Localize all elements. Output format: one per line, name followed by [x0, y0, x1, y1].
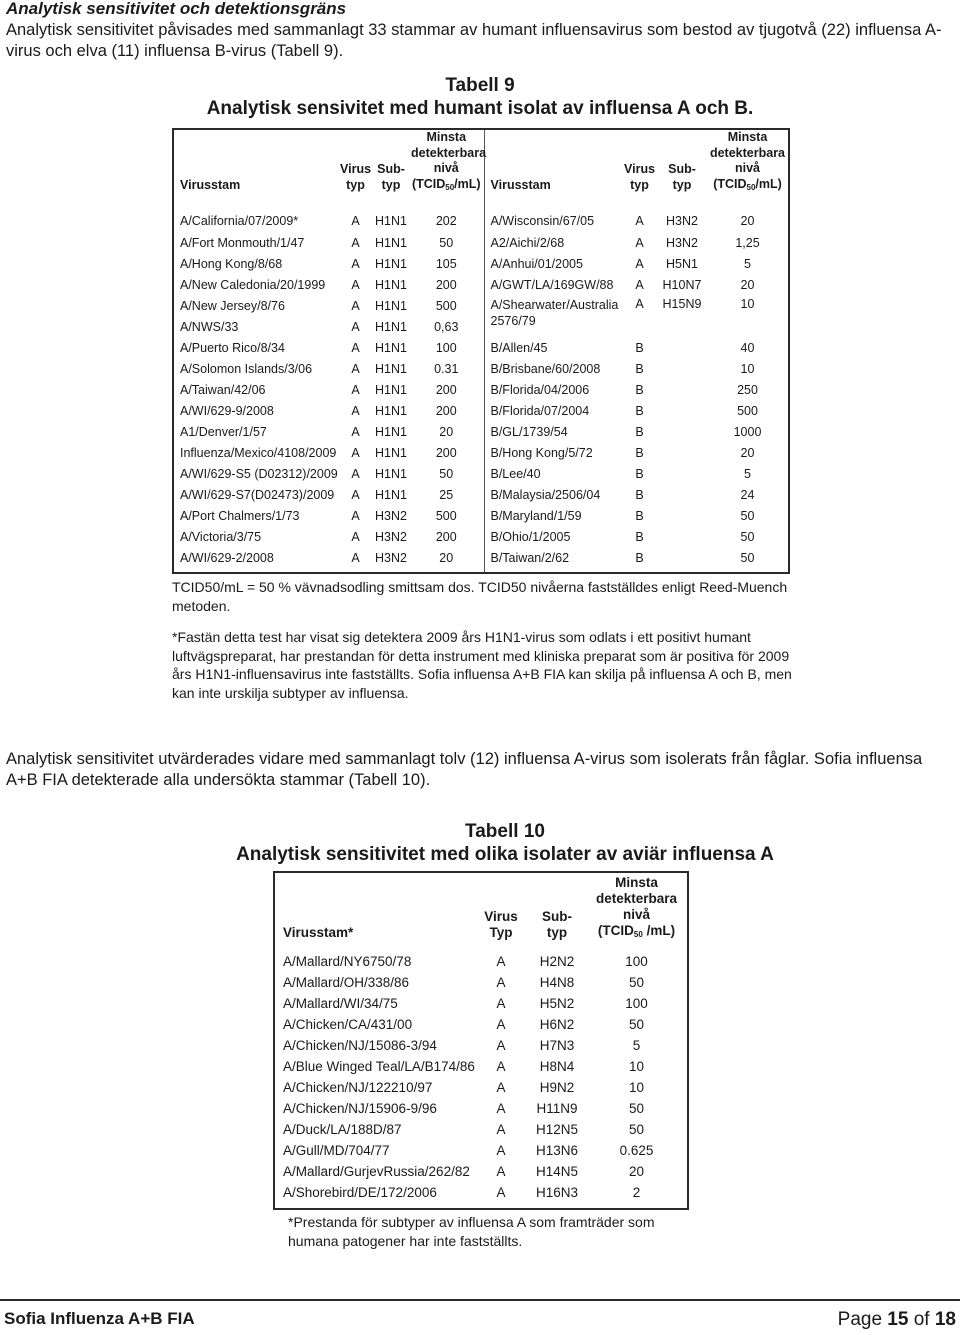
table-row — [173, 484, 789, 505]
virus-type-cell: A — [496, 996, 506, 1011]
intro-paragraph: Analytisk sensitivitet påvisades med sammanlagt 33 stammar av humant influensavirus som bestod av tjugotvå (22) influensa A-virus och elva (11) influensa B-virus (Tabell 9). — [6, 21, 942, 60]
level-cell: 2 — [632, 1185, 641, 1200]
subtype-cell: H11N9 — [536, 1101, 578, 1116]
level-cell: 20 — [439, 550, 454, 565]
table-row — [173, 232, 789, 253]
subtype-cell — [657, 463, 707, 484]
strain-cell: B/Brisbane/60/2008 — [484, 358, 622, 379]
table-row — [274, 1077, 688, 1098]
table9-caption-number: Tabell 9 — [445, 75, 515, 96]
virus-type-cell: A — [496, 1122, 506, 1137]
subtype-cell — [657, 484, 707, 505]
table9-header-row — [173, 129, 789, 198]
level-cell: 24 — [740, 487, 755, 502]
level-cell: 1000 — [733, 424, 762, 439]
virus-type-cell: B — [635, 445, 644, 460]
strain-cell: A/Hong Kong/8/68 — [180, 256, 283, 271]
level-cell: 50 — [628, 1101, 645, 1116]
subtype-cell: H1N1 — [375, 445, 407, 460]
strain-cell: A/Mallard/GurjevRussia/262/82 — [283, 1164, 470, 1179]
level-cell: 100 — [435, 340, 457, 355]
virus-type-cell: B — [635, 361, 644, 376]
virus-type-cell: B — [635, 382, 644, 397]
subtype-cell: H3N2 — [375, 550, 407, 565]
strain-cell: B/GL/1739/54 — [484, 421, 622, 442]
subtype-cell: H5N2 — [539, 996, 575, 1011]
level-cell: 10 — [740, 297, 755, 311]
table-row — [173, 505, 789, 526]
level-cell: 1,25 — [735, 235, 760, 250]
strain-cell: A/Chicken/NJ/15906-9/96 — [283, 1101, 437, 1116]
table-row — [274, 1098, 688, 1119]
strain-cell: A/Mallard/NY6750/78 — [283, 954, 412, 969]
strain-cell: Influenza/Mexico/4108/2009 — [180, 445, 337, 460]
header-strain: Virusstam* — [283, 925, 354, 940]
virus-type-cell: A — [496, 1143, 506, 1158]
level-cell: 200 — [435, 445, 457, 460]
virus-type-cell: A — [351, 298, 360, 313]
level-cell: 200 — [435, 277, 457, 292]
table-row — [274, 1140, 688, 1161]
strain-cell: B/Malaysia/2506/04 — [484, 484, 622, 505]
strain-cell: B/Maryland/1/59 — [484, 505, 622, 526]
strain-cell: A/WI/629-S5 (D02312)/2009 — [180, 466, 338, 481]
subtype-cell: H5N1 — [666, 256, 698, 271]
level-cell: 0.31 — [434, 361, 459, 376]
strain-cell: A/New Caledonia/20/1999 — [180, 277, 326, 292]
strain-cell: A/Puerto Rico/8/34 — [180, 340, 285, 355]
subtype-cell: H1N1 — [375, 214, 407, 228]
virus-type-cell: A — [351, 403, 360, 418]
footer-rule — [0, 1299, 960, 1301]
table-row — [274, 1119, 688, 1140]
strain-cell: B/Lee/40 — [484, 463, 622, 484]
subtype-cell: H1N1 — [375, 403, 407, 418]
table10-footnote: *Prestanda för subtyper av influensa A som framträder som humana patogener har inte fastställts. — [288, 1214, 655, 1249]
virus-type-cell: A — [496, 1038, 506, 1053]
virus-type-cell: A — [351, 235, 360, 250]
level-cell: 50 — [628, 1122, 645, 1137]
subtype-cell — [657, 421, 707, 442]
subtype-cell: H1N1 — [375, 298, 407, 313]
virus-type-cell: B — [635, 487, 644, 502]
subtype-cell: H3N2 — [375, 529, 407, 544]
page-indicator: Page 15 of 18 — [837, 1309, 956, 1330]
virus-type-cell: A — [351, 508, 360, 523]
strain-cell: B/Allen/45 — [484, 337, 622, 358]
subtype-cell: H1N1 — [375, 487, 407, 502]
level-cell: 25 — [439, 487, 454, 502]
virus-type-cell: A — [351, 382, 360, 397]
level-cell: 100 — [625, 954, 648, 969]
subtype-cell: H15N9 — [662, 297, 702, 311]
section-title: Analytisk sensitivitet och detektionsgräns — [6, 0, 347, 18]
virus-type-cell: B — [635, 424, 644, 439]
table10-caption-title: Analytisk sensitivitet med olika isolater av aviär influensa A — [236, 844, 774, 865]
strain-cell: A/NWS/33 — [180, 319, 239, 334]
table-row — [173, 379, 789, 400]
virus-type-cell: A — [635, 297, 644, 311]
table-row — [274, 1161, 688, 1182]
virus-type-cell: A — [635, 256, 644, 271]
virus-type-cell: B — [635, 529, 644, 544]
subtype-cell: H1N1 — [375, 382, 407, 397]
level-cell: 100 — [625, 996, 648, 1011]
subtype-cell: H1N1 — [375, 256, 407, 271]
virus-type-cell: B — [635, 508, 644, 523]
virus-type-cell: A — [351, 277, 360, 292]
level-cell: 500 — [737, 403, 758, 418]
table-row — [173, 358, 789, 379]
level-cell: 0.625 — [619, 1143, 654, 1158]
header-virus-type-2: Virus typ — [624, 162, 656, 192]
table-row — [173, 442, 789, 463]
virus-type-cell: A — [496, 1017, 506, 1032]
subtype-cell: H8N4 — [539, 1059, 575, 1074]
strain-cell: B/Hong Kong/5/72 — [484, 442, 622, 463]
level-cell: 105 — [435, 256, 457, 271]
level-cell: 50 — [439, 235, 454, 250]
virus-type-cell: A — [351, 319, 360, 334]
virus-type-cell: A — [351, 445, 360, 460]
table-row — [173, 198, 789, 232]
level-cell: 50 — [439, 466, 454, 481]
virus-type-cell: A — [351, 214, 360, 228]
current-page: 15 — [887, 1309, 909, 1330]
strain-cell: A/Shorebird/DE/172/2006 — [283, 1185, 437, 1200]
strain-cell: A/Taiwan/42/06 — [180, 382, 266, 397]
subtype-cell: H2N2 — [539, 954, 575, 969]
virus-type-cell: A — [351, 340, 360, 355]
table-row — [173, 421, 789, 442]
subtype-cell: H16N3 — [535, 1185, 579, 1200]
level-cell: 10 — [628, 1059, 645, 1074]
virus-type-cell: B — [635, 340, 644, 355]
virus-type-cell: A — [635, 214, 644, 228]
subtype-cell: H1N1 — [375, 340, 407, 355]
virus-type-cell: A — [496, 1059, 506, 1074]
virus-type-cell: A — [635, 277, 644, 292]
footer-product: Sofia Influenza A+B FIA — [4, 1309, 195, 1328]
level-cell: 50 — [740, 550, 755, 565]
table-row — [173, 547, 789, 573]
subtype-cell — [657, 358, 707, 379]
table-row — [173, 274, 789, 295]
virus-type-cell: B — [635, 550, 644, 565]
virus-type-cell: A — [351, 550, 360, 565]
strain-cell: A/GWT/LA/169GW/88 — [484, 274, 622, 295]
strain-cell: B/Taiwan/2/62 — [484, 547, 622, 573]
subtype-cell — [657, 547, 707, 573]
subtype-cell: H1N1 — [375, 466, 407, 481]
level-cell: 500 — [435, 298, 457, 313]
virus-type-cell: A — [496, 954, 506, 969]
strain-cell: B/Florida/07/2004 — [484, 400, 622, 421]
virus-type-cell: A — [351, 466, 360, 481]
strain-cell: A/New Jersey/8/76 — [180, 298, 285, 313]
strain-cell: A/Wisconsin/67/05 — [484, 198, 622, 232]
subtype-cell — [657, 337, 707, 358]
level-cell: 50 — [740, 508, 755, 523]
strain-cell: A/Duck/LA/188D/87 — [283, 1122, 402, 1137]
subtype-cell: H3N2 — [666, 214, 698, 228]
level-cell: 20 — [740, 214, 755, 228]
header-virus-type: Virus typ — [340, 162, 372, 192]
table10-caption-number: Tabell 10 — [465, 821, 545, 842]
level-cell: 200 — [435, 403, 457, 418]
header-subtype-2: Sub- typ — [668, 162, 696, 192]
table-row — [274, 947, 688, 972]
strain-cell: A/WI/629-S7(D02473)/2009 — [180, 487, 335, 502]
table9-notes — [172, 578, 792, 702]
strain-cell: A/Anhui/01/2005 — [484, 253, 622, 274]
level-cell: 5 — [744, 256, 751, 271]
strain-cell: A/WI/629-9/2008 — [180, 403, 274, 418]
strain-cell: A/Chicken/NJ/15086-3/94 — [283, 1038, 437, 1053]
level-cell: 200 — [435, 382, 457, 397]
subtype-cell: H12N5 — [535, 1122, 579, 1137]
table9-caption-title: Analytisk sensivitet med humant isolat av influensa A och B. — [206, 98, 754, 119]
level-cell: 20 — [740, 445, 755, 460]
level-cell: 50 — [740, 529, 755, 544]
tcid-note: TCID50/mL = 50 % vävnadsodling smittsam dos. TCID50 nivåerna fastställdes enligt Reed-Muench metoden. — [172, 579, 788, 614]
subtype-cell: H1N1 — [375, 277, 407, 292]
table10-caption — [172, 820, 838, 866]
subtype-cell — [657, 505, 707, 526]
subtype-cell: H9N2 — [539, 1080, 575, 1095]
subtype-cell — [657, 400, 707, 421]
subtype-cell — [657, 379, 707, 400]
total-pages: 18 — [934, 1309, 956, 1330]
table9 — [172, 128, 790, 574]
header-min-level-2: Minsta detekterbara nivå (TCID50/mL) — [709, 130, 786, 192]
strain-cell: B/Florida/04/2006 — [484, 379, 622, 400]
header-strain: Virusstam — [180, 177, 241, 192]
virus-type-cell: A — [496, 1185, 506, 1200]
subtype-cell: H3N2 — [666, 235, 698, 250]
strain-cell: A/WI/629-2/2008 — [180, 550, 274, 565]
strain-cell: B/Ohio/1/2005 — [484, 526, 622, 547]
strain-cell: A/Shearwater/Australia 2576/79 — [484, 295, 622, 337]
level-cell: 20 — [628, 1164, 645, 1179]
level-cell: 10 — [628, 1080, 645, 1095]
subtype-cell — [657, 442, 707, 463]
subtype-cell: H13N6 — [535, 1143, 579, 1158]
header-subtype: Sub- typ — [377, 162, 405, 192]
table-row — [173, 463, 789, 484]
paragraph-avian: Analytisk sensitivitet utvärderades vidare med sammanlagt tolv (12) influensa A-virus som isolerats från fåglar. Sofia influensa A+B FIA detekterade alla undersökta stammar (Tabell 10). — [6, 750, 923, 789]
table-row — [173, 400, 789, 421]
h1n1-note: *Fastän detta test har visat sig detektera 2009 års H1N1-virus som odlats i ett positivt humant luftvägspreparat, har prestandan för detta instrument med kliniska preparat som är positiva för 2009 års H1N1-influensavirus inte fastställts. Sofia influensa A+B FIA kan skilja på influensa A och B, men kan inte urskilja subtyper av influensa. — [172, 629, 792, 701]
virus-type-cell: A — [496, 975, 506, 990]
table-row — [173, 526, 789, 547]
header-subtype: Sub- typ — [542, 909, 572, 940]
virus-type-cell: A — [496, 1080, 506, 1095]
strain-cell: A1/Denver/1/57 — [180, 424, 267, 439]
table-row — [173, 337, 789, 358]
virus-type-cell: A — [496, 1164, 506, 1179]
header-strain-2: Virusstam — [484, 129, 622, 198]
subtype-cell: H1N1 — [375, 319, 407, 334]
strain-cell: A/Fort Monmouth/1/47 — [180, 235, 305, 250]
subtype-cell: H6N2 — [539, 1017, 575, 1032]
level-cell: 50 — [628, 1017, 645, 1032]
level-cell: 0,63 — [434, 319, 459, 334]
strain-cell: A/Chicken/CA/431/00 — [283, 1017, 413, 1032]
virus-type-cell: A — [351, 529, 360, 544]
level-cell: 20 — [439, 424, 454, 439]
subtype-cell: H7N3 — [539, 1038, 575, 1053]
level-cell: 200 — [435, 529, 457, 544]
subtype-cell: H1N1 — [375, 424, 407, 439]
level-cell: 5 — [632, 1038, 641, 1053]
table-row — [274, 993, 688, 1014]
table-row — [173, 253, 789, 274]
virus-type-cell: A — [351, 256, 360, 271]
strain-cell: A/Solomon Islands/3/06 — [180, 361, 313, 376]
virus-type-cell: A — [496, 1101, 506, 1116]
table-row — [173, 295, 789, 316]
table10-header-row — [274, 872, 688, 947]
page-footer — [0, 1299, 960, 1335]
subtype-cell: H1N1 — [375, 235, 407, 250]
level-cell: 250 — [737, 382, 758, 397]
virus-type-cell: B — [635, 466, 644, 481]
header-min-level: Minsta detekterbara nivå (TCID50/mL) — [411, 130, 487, 192]
strain-cell: A/Mallard/WI/34/75 — [283, 996, 398, 1011]
strain-cell: A/Gull/MD/704/77 — [283, 1143, 390, 1158]
subtype-cell: H4N8 — [539, 975, 575, 990]
virus-type-cell: A — [635, 235, 644, 250]
strain-cell: A/California/07/2009* — [180, 214, 299, 228]
strain-cell: A/Mallard/OH/338/86 — [283, 975, 410, 990]
subtype-cell: H14N5 — [535, 1164, 579, 1179]
strain-cell: A/Victoria/3/75 — [180, 529, 262, 544]
strain-cell: A/Port Chalmers/1/73 — [180, 508, 300, 523]
level-cell: 40 — [740, 340, 755, 355]
strain-cell: A2/Aichi/2/68 — [484, 232, 622, 253]
level-cell: 50 — [628, 975, 645, 990]
virus-type-cell: A — [351, 487, 360, 502]
virus-type-cell: A — [351, 424, 360, 439]
virus-type-cell: A — [351, 361, 360, 376]
table9-caption — [172, 74, 788, 120]
table-row — [274, 972, 688, 993]
strain-cell: A/Chicken/NJ/122210/97 — [283, 1080, 433, 1095]
table-row — [274, 1056, 688, 1077]
level-cell: 202 — [435, 214, 457, 228]
level-cell: 5 — [744, 466, 751, 481]
table-row — [274, 1182, 688, 1209]
level-cell: 10 — [740, 361, 755, 376]
subtype-cell: H3N2 — [375, 508, 407, 523]
subtype-cell: H10N7 — [662, 277, 702, 292]
header-virus-type: Virus Typ — [484, 909, 518, 940]
table-row — [274, 1014, 688, 1035]
header-min-level: Minsta detekterbara nivå (TCID50 /mL) — [595, 875, 678, 939]
strain-cell: A/Blue Winged Teal/LA/B174/86 — [283, 1059, 475, 1074]
virus-type-cell: B — [635, 403, 644, 418]
subtype-cell: H1N1 — [375, 361, 407, 376]
level-cell: 20 — [740, 277, 755, 292]
table10 — [273, 871, 689, 1210]
level-cell: 500 — [435, 508, 457, 523]
table-row — [274, 1035, 688, 1056]
subtype-cell — [657, 526, 707, 547]
